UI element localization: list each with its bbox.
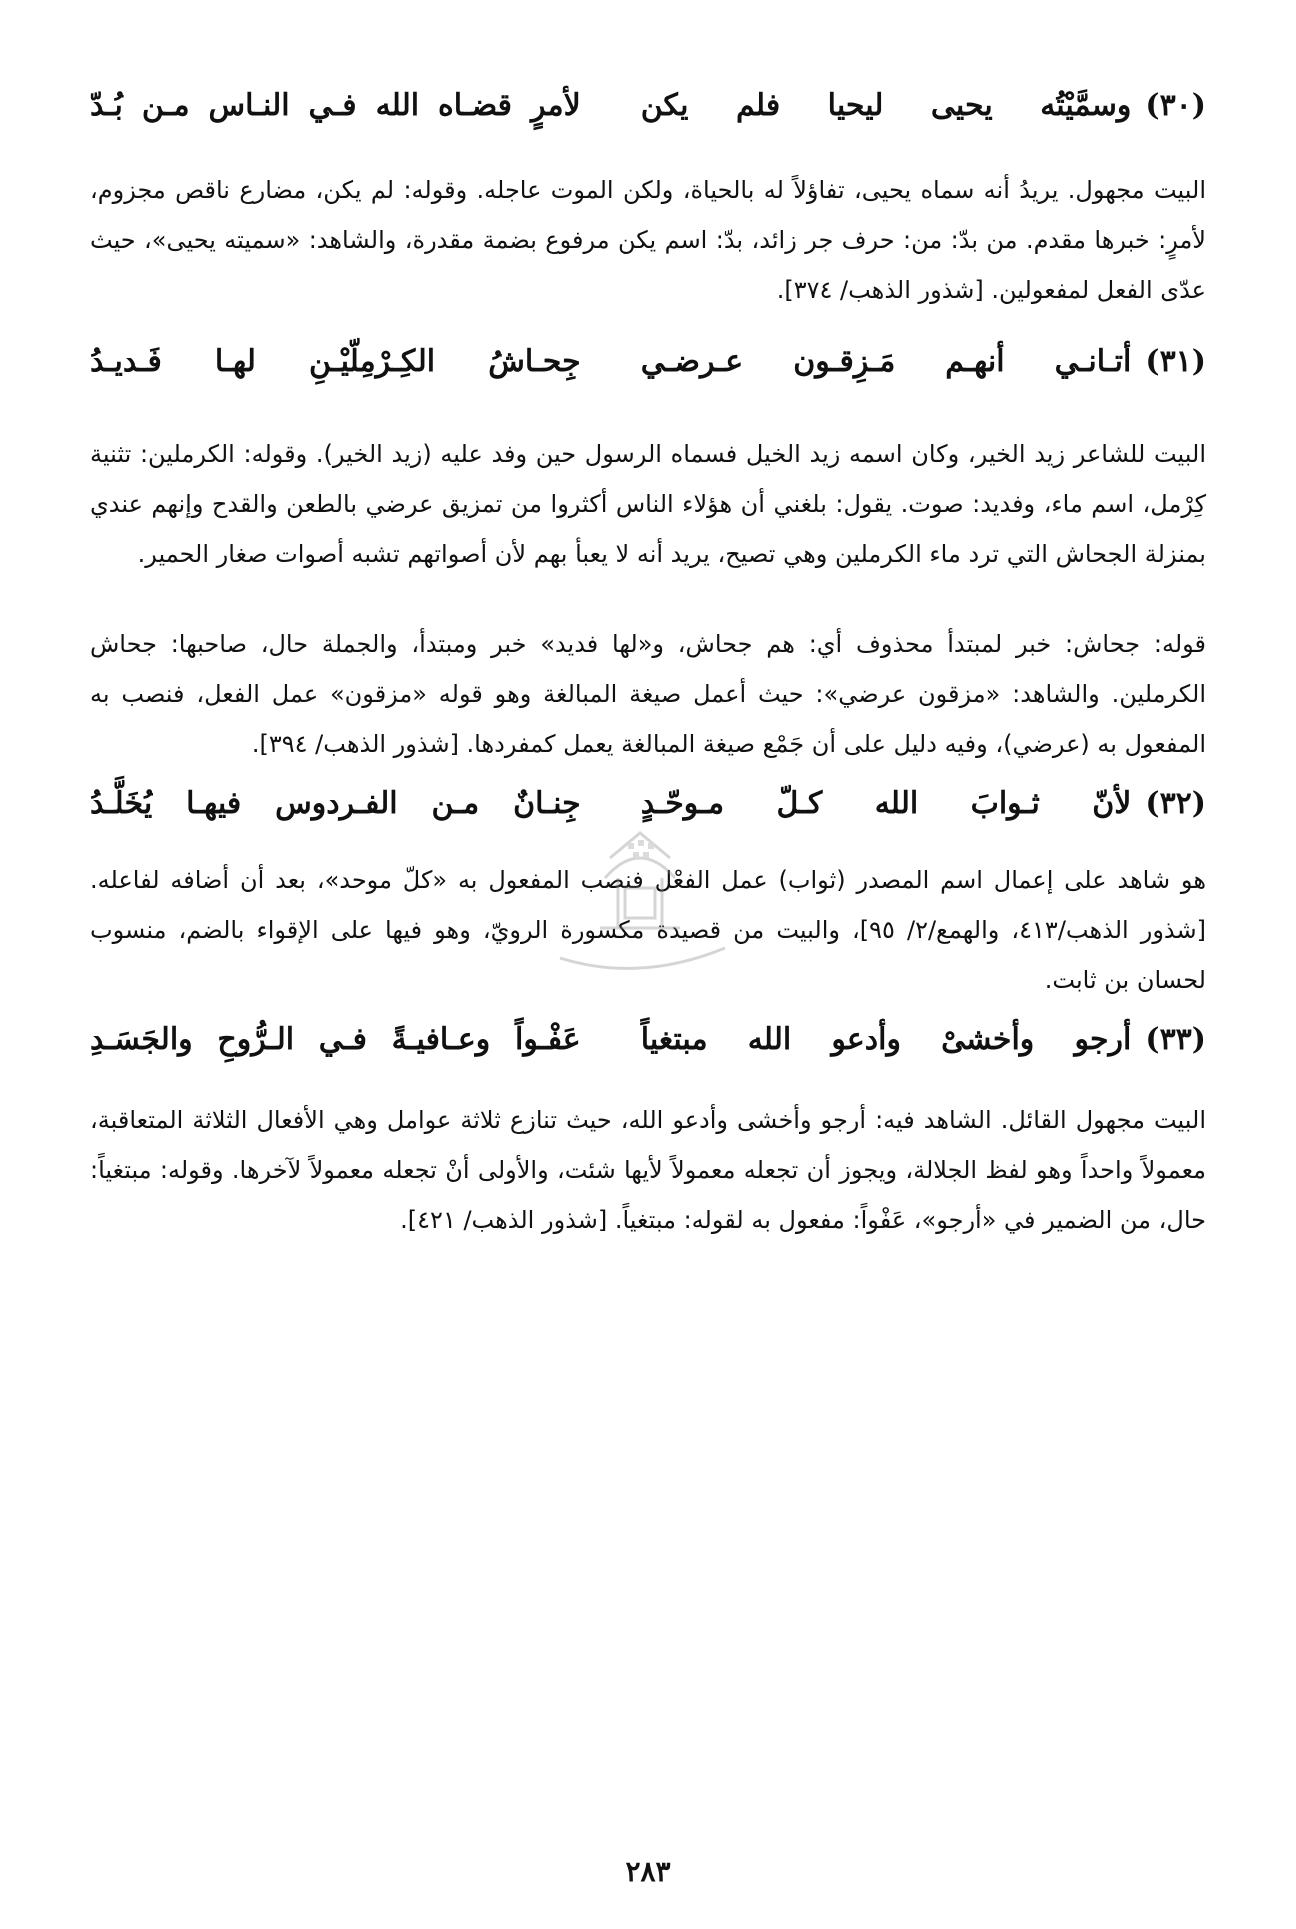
verse-second-hemistich: جِنـانٌ مـن الفـردوس فيهـا يُخَلَّـدُ bbox=[90, 786, 581, 821]
verse-30 bbox=[90, 85, 1206, 127]
commentary-paragraph: البيت للشاعر زيد الخير، وكان اسمه زيد الخيل فسماه الرسول حين وفد عليه (زيد الخير). وقوله: الكرملين: تثنية كِرْمل، اسم ماء، وفديد: صوت. يقول: بلغني أن هؤلاء الناس أكثروا من تمزيق عرضي بالطعن والقدح وإنهم عندي بمنزلة الجحاش التي ترد ماء الكرملين وهي تصيح، يريد أنه لا يعبأ بهم لأن أصواتهم تشبه أصوات صغار الحمير. bbox=[90, 440, 1206, 568]
verse-second-hemistich: لأمرٍ قضـاه الله فـي النـاس مـن بُـدّ bbox=[90, 88, 581, 123]
verse-31 bbox=[90, 341, 1206, 383]
verse-number: (٣٢) bbox=[1145, 786, 1206, 821]
verse-first-hemistich: لأنّ ثـوابَ الله كـلّ مـوحّـدٍ bbox=[640, 786, 1132, 821]
verse-first-hemistich: أتـانـي أنهـم مَـزِقـون عـرضـي bbox=[640, 344, 1132, 379]
commentary-paragraph: قوله: جحاش: خبر لمبتدأ محذوف أي: هم جحاش، و«لها فديد» خبر ومبتدأ، والجملة حال، صاحبها: جحاش الكرملين. والشاهد: «مزقون عرضي»: حيث أعمل صيغة المبالغة وهو قوله «مزقون» عمل الفعل، فنصب به المفعول به (عرضي)، وفيه دليل على أن جَمْع صيغة المبالغة يعمل كمفردها. [شذور الذهب/ ٣٩٤]. bbox=[90, 630, 1206, 758]
page-number: ٢٨٣ bbox=[625, 1855, 671, 1888]
commentary-paragraph: البيت مجهول. يريدُ أنه سماه يحيى، تفاؤلاً له بالحياة، ولكن الموت عاجله. وقوله: لم يكن، مضارع ناقص مجزوم، لأمرٍ: خبرها مقدم. من بدّ: من: حرف جر زائد، بدّ: اسم يكن مرفوع بضمة مقدرة، والشاهد: «سميته يحيى»، حيث عدّى الفعل لمفعولين. [شذور الذهب/ ٣٧٤]. bbox=[90, 176, 1206, 304]
verse-32 bbox=[90, 783, 1206, 825]
verse-number: (٣١) bbox=[1145, 344, 1206, 379]
commentary-paragraph: البيت مجهول القائل. الشاهد فيه: أرجو وأخشى وأدعو الله، حيث تنازع ثلاثة عوامل وهي الأفعال الثلاثة المتعاقبة، معمولاً واحداً وهو لفظ الجلالة، ويجوز أن تجعله معمولاً لأيها شئت، والأولى أنْ تجعله معمولاً لآخرها. وقوله: مبتغياً: حال، من الضمير في «أرجو»، عَفْواً: مفعول به لقوله: مبتغياً. [شذور الذهب/ ٤٢١]. bbox=[90, 1106, 1206, 1234]
verse-number: (٣٣) bbox=[1145, 1022, 1206, 1057]
verse-number: (٣٠) bbox=[1145, 88, 1206, 123]
verse-second-hemistich: جِحـاشُ الكِـرْمِلّيْـنِ لهـا فَـديـدُ bbox=[90, 344, 581, 379]
verse-33 bbox=[90, 1019, 1206, 1061]
verse-first-hemistich: وسمَّيْتُه يحيى ليحيا فلم يكن bbox=[640, 88, 1132, 123]
verse-second-hemistich: عَفْـواً وعـافيـةً فـي الـرُّوحِ والجَسَـدِ bbox=[90, 1022, 581, 1057]
commentary-paragraph: هو شاهد على إعمال اسم المصدر (ثواب) عمل الفعْل فنصب المفعول به «كلّ موحد»، بعد أن أضافه لفاعله. [شذور الذهب/٤١٣، والهمع/٢/ ٩٥]، والبيت من قصيدة مكسورة الرويّ، وهو فيها على الإقواء بالضم، منسوب لحسان بن ثابت. bbox=[90, 866, 1207, 994]
verse-first-hemistich: أرجو وأخشىْ وأدعو الله مبتغياً bbox=[640, 1022, 1132, 1057]
